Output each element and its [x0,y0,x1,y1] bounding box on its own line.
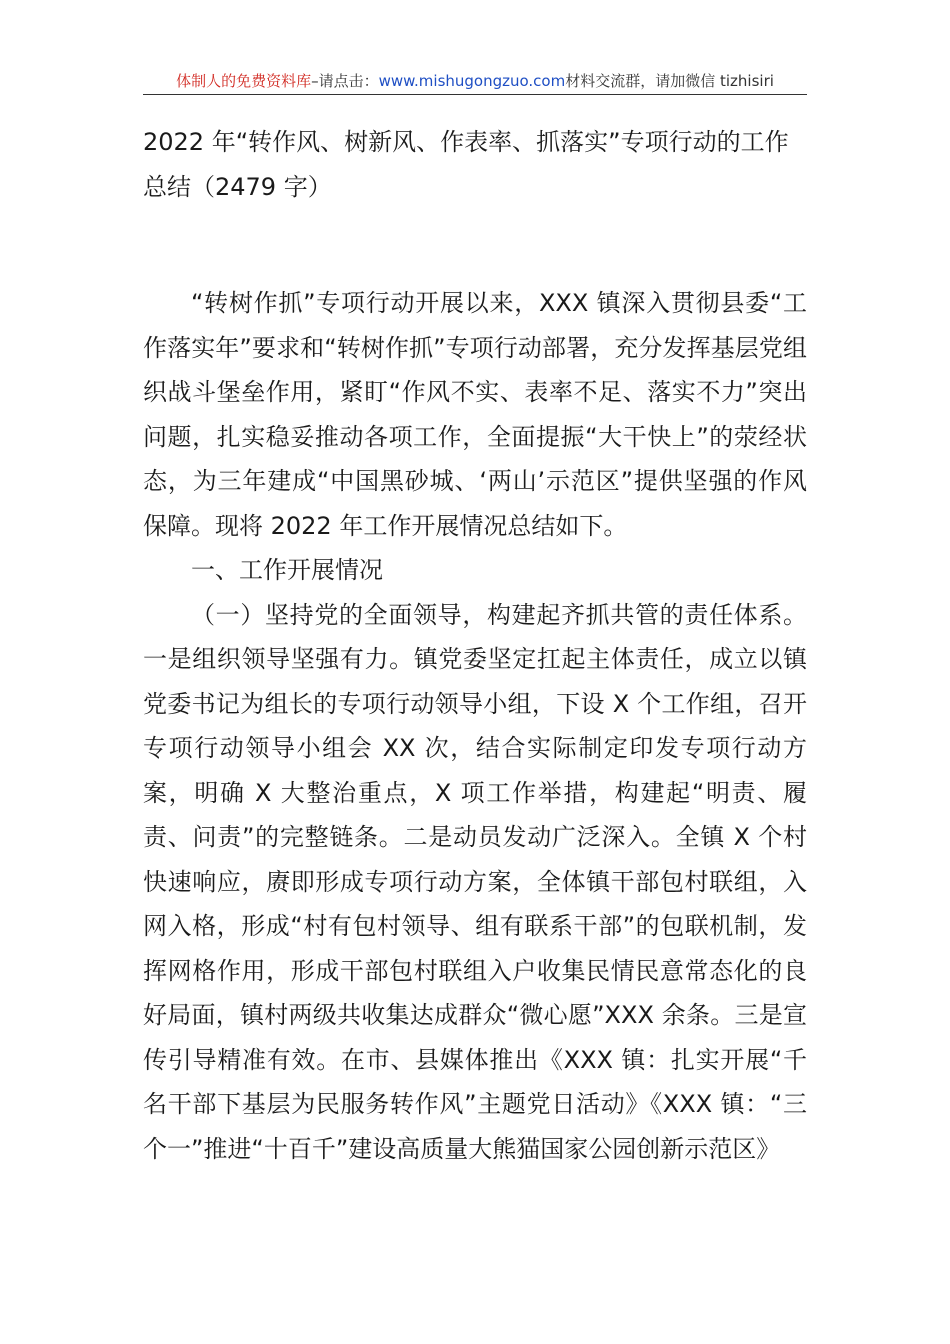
intro-paragraph: “转树作抓”专项行动开展以来，XXX 镇深入贯彻县委“工作落实年”要求和“转树作抓”专项行动部署，充分发挥基层党组织战斗堡垒作用，紧盯“作风不实、表率不足、落实不力”突出问题，扎实稳妥推动各项工作，全面提振“大干快上”的荥经状态，为三年建成“中国黑砂城、‘两山’示范区”提供坚强的作风保障。现将 2022 年工作开展情况总结如下。 [143,289,807,540]
subsection-paragraph: （一）坚持党的全面领导，构建起齐抓共管的责任体系。一是组织领导坚强有力。镇党委坚定扛起主体责任，成立以镇党委书记为组长的专项行动领导小组，下设 X 个工作组，召开专项行动领导小组会 XX 次，结合实际制定印发专项行动方案，明确 X 大整治重点，X 项工作举措，构建起“明责、履责、问责”的完整链条。二是动员发动广泛深入。全镇 X 个村快速响应，赓即形成专项行动方案，全体镇干部包村联组，入网入格，形成“村有包村领导、组有联系干部”的包联机制，发挥网格作用，形成干部包村联组入户收集民情民意常态化的良好局面，镇村两级共收集达成群众“微心愿”XXX 余条。三是宣传引导精准有效。在市、县媒体推出《XXX 镇：扎实开展“千名干部下基层为民服务转作风”主题党日活动》《XXX 镇：“三个一”推进“十百千”建设高质量大熊猫国家公园创新示范区》 [143,600,807,1163]
header-url-link[interactable]: www.mishugongzuo.com [378,72,566,90]
document-title: 2022 年“转作风、树新风、作表率、抓落实”专项行动的工作总结（2479 字） [143,128,789,201]
page-header [143,68,807,95]
header-contact: 材料交流群，请加微信 tizhisiri [565,72,774,90]
document-body [143,120,807,1171]
header-lead: –请点击： [311,72,379,90]
header-brand: 体制人的免费资料库 [176,72,312,90]
section-heading: 一、工作开展情况 [191,556,383,584]
